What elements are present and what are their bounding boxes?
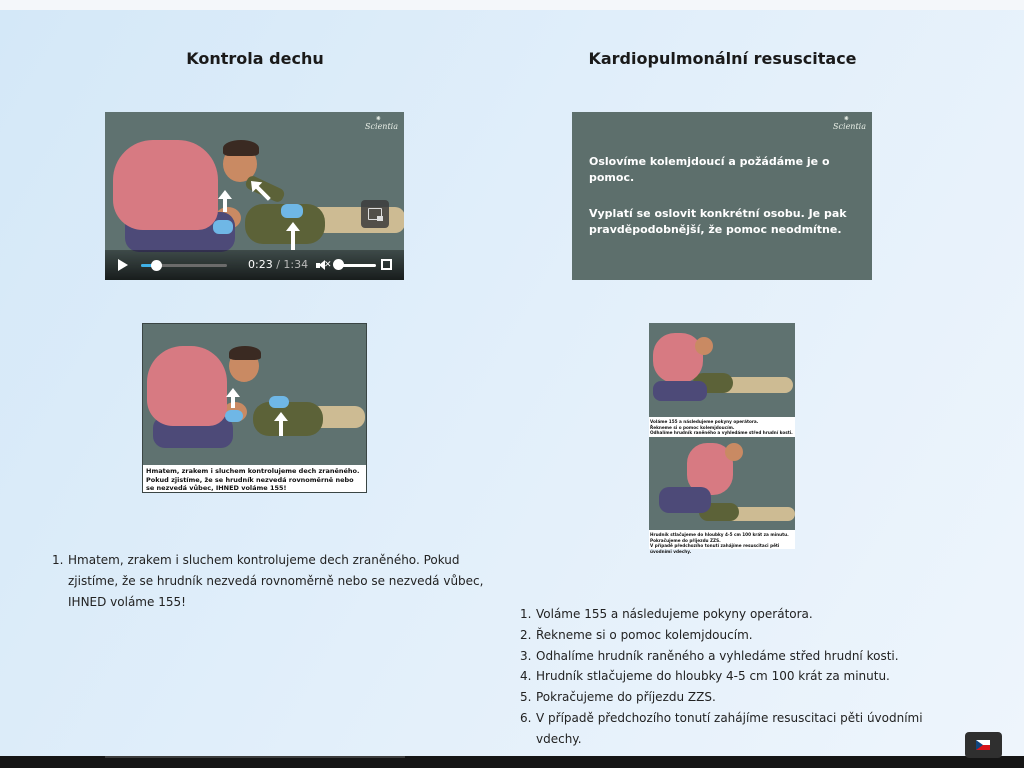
duration: 1:34 bbox=[283, 258, 309, 271]
czech-flag-icon bbox=[976, 740, 990, 750]
scientia-logo: ⁕ Scientia bbox=[365, 122, 398, 131]
list-item: 4. Hrudník stlačujeme do hloubky 4-5 cm 100 krát za minutu. bbox=[520, 669, 890, 684]
video-progress-thumb[interactable] bbox=[151, 260, 162, 271]
list-item: 3. Odhalíme hrudník raněného a vyhledáme střed hrudní kosti. bbox=[520, 648, 899, 663]
video-controls bbox=[105, 250, 404, 280]
list-item: 1. Hmatem, zrakem i sluchem kontrolujeme dech zraněného. Pokud zjistíme, že se hrudník nezvedá rovnoměrně nebo se nezvedá vůbec, IHNED voláme 155! bbox=[52, 553, 484, 609]
volume-thumb[interactable] bbox=[333, 259, 344, 270]
arrow-up-icon bbox=[279, 420, 283, 436]
arrow-up-icon bbox=[223, 198, 227, 212]
slide-text-address-person: Vyplatí se oslovit konkrétní osobu. Je pak pravděpodobnější, že pomoc neodmítne. bbox=[589, 207, 847, 236]
top-bar bbox=[0, 0, 1024, 10]
cpr-caption-compressions: Hrudník stlačujeme do hloubky 4-5 cm 100 krát za minutu. Pokračujeme do příjezdu ZZS. V případě předchozího tonutí zahájíme resuscitaci pěti úvodními vdechy. bbox=[650, 532, 789, 554]
scientia-logo: ⁕ Scientia bbox=[833, 122, 866, 131]
list-item: 5. Pokračujeme do příjezdu ZZS. bbox=[520, 690, 716, 705]
video-player[interactable] bbox=[105, 112, 404, 280]
time-separator: / bbox=[276, 258, 280, 271]
cpr-image bbox=[649, 323, 795, 554]
video-progress-bar[interactable] bbox=[141, 264, 227, 267]
cpr-steps bbox=[520, 604, 936, 750]
arrow-up-icon bbox=[291, 230, 295, 250]
cpr-slide bbox=[572, 112, 872, 280]
fullscreen-icon[interactable] bbox=[381, 259, 392, 270]
breath-check-image bbox=[142, 323, 367, 493]
cpr-caption-call: Voláme 155 a následujeme pokyny operátora. Řekneme si o pomoc kolemjdoucím. Odhalíme hrudník raněného a vyhledáme střed hrudní kosti. bbox=[650, 419, 793, 435]
slide-text-call-help: Oslovíme kolemjdoucí a požádáme je o pomoc. bbox=[589, 155, 830, 184]
list-item: 2. Řekneme si o pomoc kolemjdoucím. bbox=[520, 627, 753, 642]
arrow-up-icon bbox=[231, 396, 235, 408]
bottom-bar bbox=[0, 756, 1024, 768]
section-title-cpr: Kardiopulmonální resuscitace bbox=[588, 49, 857, 68]
pip-icon bbox=[368, 208, 382, 220]
list-item: 6. V případě předchozího tonutí zahájíme resuscitaci pěti úvodními vdechy. bbox=[520, 710, 923, 746]
glove-left bbox=[213, 220, 233, 234]
breath-check-illustration bbox=[143, 324, 366, 465]
breath-check-steps bbox=[52, 550, 488, 613]
current-time: 0:23 bbox=[248, 258, 273, 271]
glove-right bbox=[281, 204, 303, 218]
rescuer-hair bbox=[223, 140, 259, 156]
play-icon[interactable] bbox=[118, 259, 128, 271]
mute-icon[interactable]: ✕ bbox=[316, 259, 328, 271]
video-time bbox=[248, 258, 308, 271]
rescuer-body bbox=[113, 140, 218, 230]
list-item: 1. Voláme 155 a následujeme pokyny operátora. bbox=[520, 607, 813, 621]
section-title-breath-check: Kontrola dechu bbox=[186, 49, 324, 68]
language-button[interactable] bbox=[965, 732, 1002, 758]
cpr-panel-call bbox=[649, 323, 795, 417]
picture-in-picture-button[interactable] bbox=[361, 200, 389, 228]
breath-check-caption: Hmatem, zrakem i sluchem kontrolujeme dech zraněného. Pokud zjistíme, že se hrudník nezvedá rovnoměrně nebo se nezvedá vůbec, IHNED voláme 155! bbox=[146, 467, 360, 492]
cpr-panel-compressions bbox=[649, 437, 795, 530]
